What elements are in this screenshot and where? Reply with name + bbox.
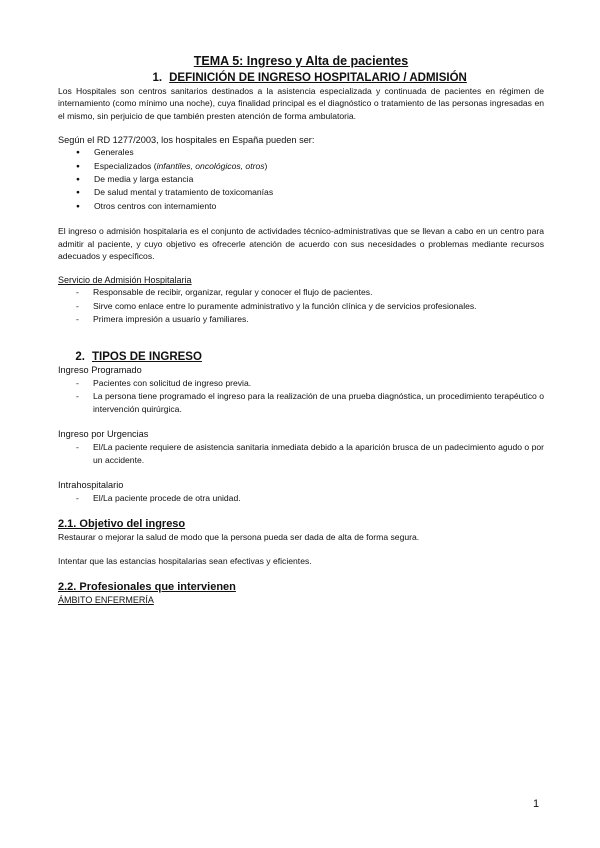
hospital-types-intro: Según el RD 1277/2003, los hospitales en España pueden ser:: [58, 135, 315, 146]
list-item: ● De media y larga estancia: [58, 173, 544, 186]
admission-service-list: [58, 286, 544, 326]
nursing-scope-title: ÁMBITO ENFERMERÍA: [58, 594, 154, 605]
admission-definition-paragraph: El ingreso o admisión hospitalaria es el conjunto de actividades técnico-administrativas que se llevan a cabo en un centro para admitir al paciente, y cuyo objetivo es ofrecerle atención de acuerdo con sus necesidades o problemas mediante recursos adecuados y específicos.: [58, 226, 544, 262]
list-item: - La persona tiene programado el ingreso para la realización de una prueba diagnóstica, un procedimiento terapéutico o intervención quirúrgica.: [58, 390, 544, 416]
section-2-1-heading: 2.1. Objetivo del ingreso: [58, 517, 186, 530]
list-item: ● Generales: [58, 146, 544, 159]
hospital-types-list: [58, 146, 544, 213]
document-title: TEMA 5: Ingreso y Alta de pacientes: [193, 54, 409, 68]
programado-title: Ingreso Programado: [58, 365, 142, 376]
list-item: - Responsable de recibir, organizar, regular y conocer el flujo de pacientes.: [58, 286, 544, 299]
admission-service-title: Servicio de Admisión Hospitalaria: [58, 275, 192, 286]
list-item: - El/La paciente procede de otra unidad.: [58, 492, 544, 505]
objective-paragraph-1: Restaurar o mejorar la salud de modo que la persona pueda ser dada de alta de forma segura.: [58, 531, 420, 542]
list-item: ● De salud mental y tratamiento de toxicomanías: [58, 186, 544, 199]
section-1-title: DEFINICIÓN DE INGRESO HOSPITALARIO / ADMISIÓN: [169, 72, 467, 84]
section-2-heading: [58, 350, 544, 364]
list-item: ● Otros centros con internamiento: [58, 200, 544, 213]
list-item: - Pacientes con solicitud de ingreso previa.: [58, 377, 544, 390]
urgencias-title: Ingreso por Urgencias: [58, 429, 149, 440]
section-2-title: TIPOS DE INGRESO: [92, 351, 202, 364]
list-item-specialized: ● Especializados (infantiles, oncológicos, otros): [58, 160, 544, 173]
hospital-definition-paragraph: Los Hospitales son centros sanitarios destinados a la asistencia especializada y continuada de pacientes en régimen de internamiento (como mínimo una noche), cuya finalidad principal es el diagnóstico o tratamiento de las personas ingresadas en el mismo, sin perjuicio de que también presten atención de forma ambulatoria.: [58, 86, 544, 121]
document-page: [58, 54, 544, 606]
page-number: 1: [533, 798, 540, 810]
intrahospitalario-title: Intrahospitalario: [58, 480, 124, 491]
section-1-heading: [58, 71, 544, 85]
specialized-examples: infantiles, oncológicos, otros: [156, 160, 265, 171]
section-2-number: 2.: [75, 351, 85, 364]
list-item: - Sirve como enlace entre lo puramente administrativo y la función clínica y de servicios profesionales.: [58, 300, 544, 313]
section-1-number: 1.: [152, 72, 163, 84]
section-2-2-heading: 2.2. Profesionales que intervienen: [58, 580, 236, 593]
urgencias-list: [58, 441, 544, 467]
objective-paragraph-2: Intentar que las estancias hospitalarias sean efectivas y eficientes.: [58, 556, 312, 567]
programado-list: [58, 377, 544, 417]
list-item: - Primera impresión a usuario y familiares.: [58, 313, 544, 326]
list-item: - El/La paciente requiere de asistencia sanitaria inmediata debido a la aparición brusca de un padecimiento agudo o por un accidente.: [58, 441, 544, 467]
intrahospitalario-list: [58, 492, 544, 505]
